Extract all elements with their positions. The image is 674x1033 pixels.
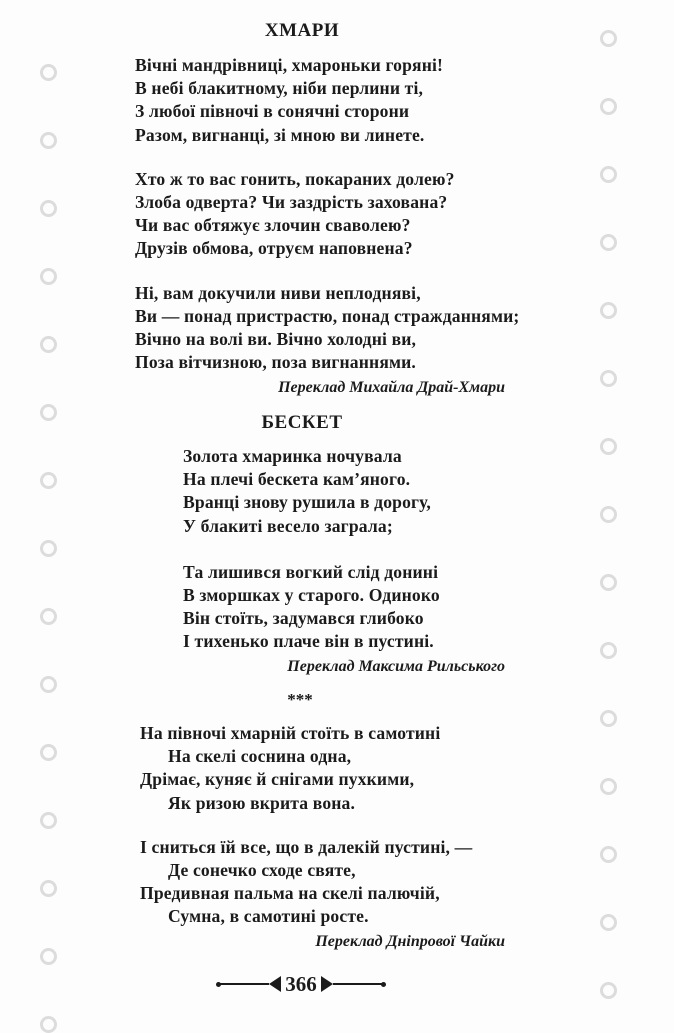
verse-line: На скелі соснина одна, [168, 746, 352, 767]
verse-line: Золота хмаринка ночувала [183, 446, 402, 466]
verse-line: У блакиті весело заграла; [183, 515, 393, 536]
poem-body-untitled [140, 722, 472, 929]
watermark-logo-icon [40, 472, 57, 489]
watermark-logo-icon [40, 540, 57, 557]
verse-line: На плечі бескета кам’яного. [183, 469, 411, 490]
verse-line: На півночі хмарній стоїть в самотині [140, 723, 441, 743]
watermark-logo-icon [600, 98, 617, 115]
poem-body-khmary [135, 54, 519, 374]
watermark-logo-icon [40, 880, 57, 897]
watermark-logo-icon [600, 166, 617, 183]
watermark-logo-icon [40, 336, 57, 353]
verse-line: З любої півночі в сонячні сторони [135, 101, 410, 122]
verse-line: Поза вітчизною, поза вигнаннями. [135, 352, 416, 373]
verse-line: Разом, вигнанці, зі мною ви линете. [135, 124, 425, 145]
translator-attribution: Переклад Михайла Драй-Хмари [278, 379, 505, 396]
page-number: 366 [285, 971, 317, 996]
watermark-logo-icon [40, 200, 57, 217]
verse-line: Дрімає, куняє й снігами пухкими, [140, 769, 415, 790]
watermark-logo-icon [40, 1016, 57, 1033]
watermark-logo-icon [600, 574, 617, 591]
watermark-logo-icon [600, 642, 617, 659]
verse-line: Злоба одверта? Чи заздрість захована? [135, 192, 448, 213]
verse-line: Чи вас обтяжує злочин сваволею? [135, 215, 411, 236]
poem-body-besket [183, 445, 440, 654]
watermark-logo-icon [40, 948, 57, 965]
verse-line: Друзів обмова, отруєм наповнена? [135, 238, 413, 259]
verse-line: Ні, вам докучили ниви неплодняві, [135, 282, 421, 303]
ornament-rule-left [218, 983, 269, 985]
arrow-right-icon [321, 976, 333, 992]
watermark-logo-icon [600, 982, 617, 999]
verse-line: Предивная пальма на скелі палючій, [140, 883, 440, 904]
verse-line: Та лишився вогкий слід донині [183, 561, 439, 582]
verse-line: Вічні мандрівниці, хмароньки горяні! [135, 55, 444, 75]
verse-line: Вічно на волі ви. Вічно холодні ви, [135, 329, 417, 350]
verse-line: Вранці знову рушила в дорогу, [183, 492, 431, 513]
watermark-logo-icon [600, 370, 617, 387]
watermark-logo-icon [600, 846, 617, 863]
watermark-logo-icon [40, 132, 57, 149]
watermark-logo-icon [40, 812, 57, 829]
translator-attribution: Переклад Максима Рильського [287, 658, 505, 675]
watermark-logo-icon [600, 234, 617, 251]
verse-line: І тихенько плаче він в пустині. [183, 631, 434, 652]
verse-line: Сумна, в самотині росте. [168, 906, 369, 927]
watermark-logo-icon [40, 744, 57, 761]
watermark-logo-icon [600, 778, 617, 795]
poem-title-asterisks: *** [287, 690, 313, 709]
poem-title-khmary: ХМАРИ [264, 20, 340, 41]
verse-line: Хто ж то вас гонить, покараних долею? [135, 168, 455, 189]
watermark-logo-icon [600, 506, 617, 523]
page-number-ornament [218, 970, 384, 998]
watermark-logo-icon [600, 438, 617, 455]
watermark-logo-icon [600, 302, 617, 319]
verse-line: І сниться їй все, що в далекій пустині, — [140, 836, 473, 857]
watermark-logo-icon [40, 268, 57, 285]
verse-line: Де сонечко сходе святе, [168, 860, 356, 881]
verse-line: В небі блакитному, ніби перлини ті, [135, 78, 424, 99]
verse-line: Він стоїть, задумався глибоко [183, 608, 424, 629]
watermark-logo-icon [600, 710, 617, 727]
ornament-rule-right [333, 983, 384, 985]
arrow-left-icon [269, 976, 281, 992]
watermark-logo-icon [40, 608, 57, 625]
verse-line: Ви — понад пристрастю, понад стражданнями; [135, 305, 520, 326]
watermark-logo-icon [40, 64, 57, 81]
verse-line: Як ризою вкрита вона. [168, 792, 356, 813]
verse-line: В зморшках у старого. Одиноко [183, 585, 440, 606]
poem-title-besket: БЕСКЕТ [261, 412, 343, 433]
watermark-logo-icon [600, 914, 617, 931]
translator-attribution: Переклад Дніпрової Чайки [315, 933, 505, 950]
